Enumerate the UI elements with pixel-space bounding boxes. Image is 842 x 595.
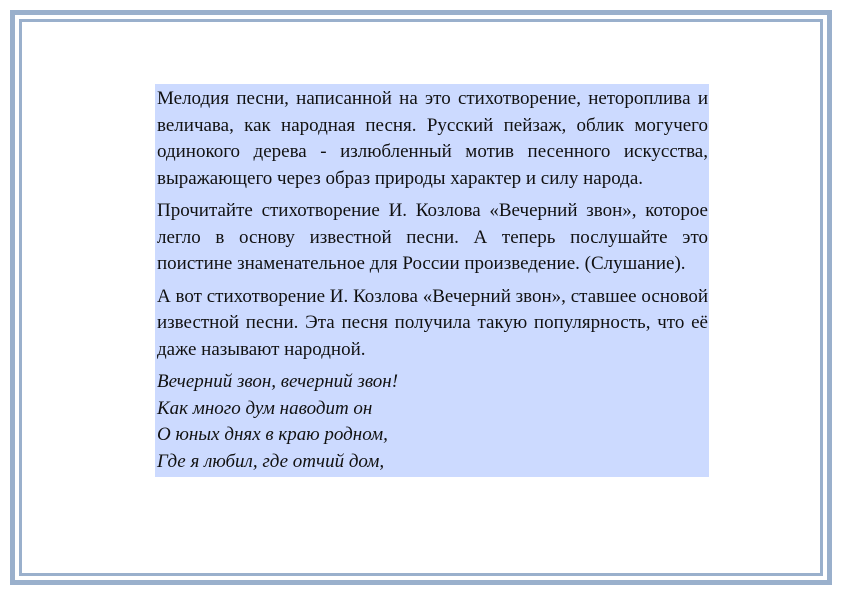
paragraph-read-poem: Прочитайте стихотворение И. Козлова «Вечерний звон», которое легло в основу известной песни. А теперь послушайте это поистине знаменательное для России произведение. (Слушание). xyxy=(157,200,708,274)
paragraph-melody: Мелодия песни, написанной на это стихотворение, неторопливa и величава, как народная песня. Русский пейзаж, облик могучего одинокого дерева - излюбленный мотив песенного искусства, выражающего через образ природы характер и силу народа. xyxy=(157,88,708,189)
poem-line: Вечерний звон, вечерний звон! xyxy=(157,371,399,392)
poem-line: Как много дум наводит он xyxy=(157,397,373,419)
poem-excerpt xyxy=(157,369,708,475)
poem-line: Где я любил, где отчий дом, xyxy=(157,450,385,472)
paragraph-poem-intro: А вот стихотворение И. Козлова «Вечерний звон», ставшее основой известной песни. Эта песня получила такую популярность, что её даже называют народной. xyxy=(157,285,708,360)
text-block xyxy=(155,84,709,477)
poem-line: О юных днях в краю родном, xyxy=(157,424,388,445)
